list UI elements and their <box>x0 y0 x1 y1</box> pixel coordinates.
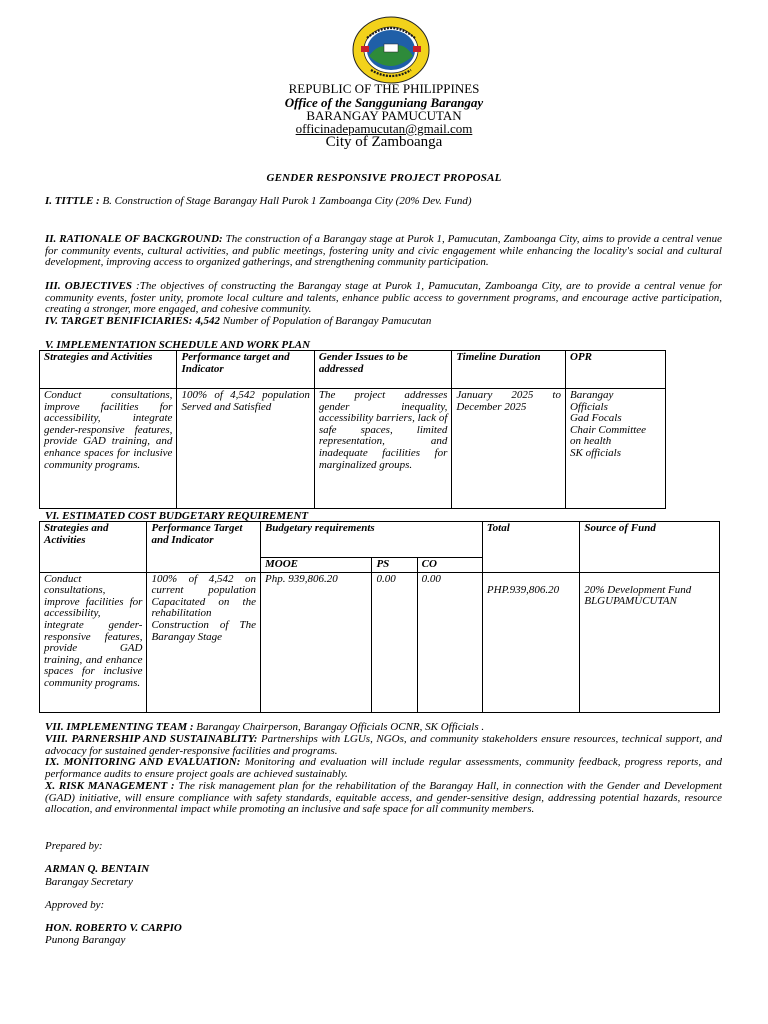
approved-by-label: Approved by: <box>45 899 105 911</box>
section-beneficiaries <box>45 316 722 328</box>
header-office: Office of the Sangguniang Barangay <box>284 95 484 110</box>
section-title <box>45 196 722 208</box>
opr-line: SK officials <box>569 446 622 459</box>
section-beneficiaries-text: Number of Population of Barangay Pamucutan <box>219 315 432 327</box>
section-title-label: I. TITTLE : <box>45 195 100 207</box>
section-risk-label: X. RISK MANAGEMENT : <box>45 780 175 792</box>
table-header-cell: Strategies and Activities <box>40 522 147 573</box>
section-objectives-text: :The objectives of constructing the Barangay stage at Purok 1, Pamucutan, Zamboanga City, are to provide a central venue for community events, foster unity, promote local culture and talents, enhance public access to government programs, and encourage active participation, creating a stronger, more engaged, and cohesive community. <box>45 280 723 316</box>
official-seal-icon <box>351 16 431 84</box>
section-rationale-label: II. RATIONALE OF BACKGROUND: <box>45 233 223 245</box>
table-header-cell: Timeline Duration <box>452 351 566 389</box>
section-beneficiaries-label: IV. TARGET BENIFICIARIES: 4,542 <box>45 315 220 327</box>
prepared-by-title: Barangay Secretary <box>45 876 133 888</box>
section-partnership-text: Partnerships with LGUs, NGOs, and community stakeholders ensure resources, technical support, and advocacy for sustained gender-responsive facilities and programs. <box>45 733 723 757</box>
table-cell: Conduct consultations, improve facilities for accessibility, integrate gender-responsive features, provide GAD training, and enhance spaces for inclusive community programs. <box>40 572 147 712</box>
table-header-cell: Source of Fund <box>580 522 720 573</box>
source-line: 20% Development Fund <box>584 583 692 596</box>
table-header-cell: MOOE <box>260 558 371 573</box>
table-header-row <box>40 522 720 558</box>
budget-heading: VI. ESTIMATED COST BUDGETARY REQUIREMENT <box>45 510 309 522</box>
section-objectives-label: III. OBJECTIVES <box>45 280 132 292</box>
table-header-cell: CO <box>417 558 482 573</box>
table-row <box>40 572 720 712</box>
section-partnership-label: VIII. PARNERSHIP AND SUSTAINABLITY: <box>45 733 258 745</box>
table-header-cell: Budgetary requirements <box>260 522 482 558</box>
table-cell: 0.00 <box>372 572 417 712</box>
table-cell-source <box>580 572 720 712</box>
opr-line: Gad Focals <box>569 412 622 425</box>
table-cell: 100% of 4,542 population Served and Satisfied <box>177 389 314 509</box>
source-line: BLGUPAMUCUTAN <box>584 595 677 608</box>
table-header-cell: Total <box>482 522 579 573</box>
section-partnership <box>45 734 722 757</box>
approved-by-title: Punong Barangay <box>45 934 126 946</box>
budget-table <box>39 521 720 713</box>
header-barangay: BARANGAY PAMUCUTAN <box>306 108 462 123</box>
table-header-row <box>40 351 666 389</box>
approved-by-name: HON. ROBERTO V. CARPIO <box>45 922 182 934</box>
section-objectives <box>45 281 722 316</box>
section-team-text: Barangay Chairperson, Barangay Officials OCNR, SK Officials . <box>193 721 485 733</box>
implementation-table <box>39 350 666 509</box>
header-email-link[interactable]: officinadepamucutan@gmail.com <box>295 121 473 136</box>
prepared-by-label: Prepared by: <box>45 840 103 852</box>
table-cell: Conduct consultations, improve facilities for accessibility, integrate gender-responsive features, provide GAD training, and enhance spaces for inclusive community programs. <box>40 389 177 509</box>
table-row <box>40 389 666 509</box>
section-rationale-text: The construction of a Barangay stage at Purok 1, Pamucutan, Zamboanga City, aims to provide a central venue for community events, cultural activities, and public meetings, fostering unity and civic engagement while enhancing the locality's social and cultural development, improving access to organized gatherings, and strengthening community participation. <box>45 233 722 269</box>
table-cell: Php. 939,806.20 <box>260 572 371 712</box>
section-title-text: B. Construction of Stage Barangay Hall Purok 1 Zamboanga City (20% Dev. Fund) <box>99 195 472 207</box>
section-monitoring <box>45 757 722 780</box>
table-cell: 100% of 4,542 on current population Capacitated on the rehabilitation Construction of The Barangay Stage <box>147 572 261 712</box>
table-header-cell: PS <box>372 558 417 573</box>
section-monitoring-text: Monitoring and evaluation will include regular assessments, community feedback, progress reports, and performance audits to ensure project goals are achieved sustainably. <box>45 756 722 780</box>
section-risk <box>45 781 722 816</box>
table-header-cell: OPR <box>565 351 665 389</box>
table-cell: The project addresses gender inequality, accessibility barriers, lack of safe spaces, limited representation, and inadequate facilities for marginalized groups. <box>314 389 452 509</box>
section-team-label: VII. IMPLEMENTING TEAM : <box>45 721 194 733</box>
section-monitoring-label: IX. MONITORING AND EVALUATION: <box>45 756 241 768</box>
opr-line: Chair Committee <box>569 423 647 436</box>
table-header-cell: Strategies and Activities <box>40 351 177 389</box>
section-rationale <box>45 234 722 269</box>
table-cell: 0.00 <box>417 572 482 712</box>
table-cell-opr <box>565 389 665 509</box>
table-header-cell: Performance Target and Indicator <box>147 522 261 573</box>
header-republic: REPUBLIC OF THE PHILIPPINES <box>288 81 480 96</box>
table-header-cell: Gender Issues to be addressed <box>314 351 452 389</box>
document-title: GENDER RESPONSIVE PROJECT PROPOSAL <box>266 172 502 184</box>
section-team <box>45 722 722 734</box>
table-cell: PHP.939,806.20 <box>482 572 579 712</box>
implementation-heading: V. IMPLEMENTATION SCHEDULE AND WORK PLAN <box>45 339 311 351</box>
opr-line: Barangay <box>569 389 614 401</box>
opr-line: on health <box>569 435 612 448</box>
section-risk-text: The risk management plan for the rehabilitation of the Barangay Hall, in connection with the Gender and Development (GAD) initiative, will ensure compliance with safety standards, equitable access, and gender-sensitive design, addressing potential hazards, resource allocation, and environmental impact while promoting an inclusive and safe space for all community members. <box>45 780 722 816</box>
opr-line: Officials <box>569 400 608 413</box>
table-cell: January 2025 to December 2025 <box>452 389 566 509</box>
header-city: City of Zamboanga <box>325 134 443 150</box>
prepared-by-name: ARMAN Q. BENTAIN <box>45 863 150 875</box>
table-header-cell: Performance target and Indicator <box>177 351 314 389</box>
